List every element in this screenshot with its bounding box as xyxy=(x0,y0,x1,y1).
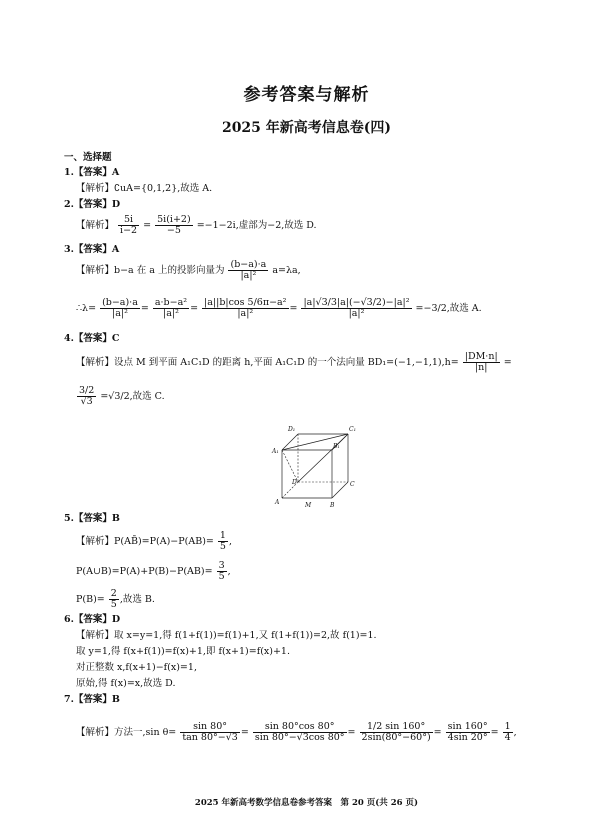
q5-label: 【解析】 xyxy=(76,536,115,547)
q5-answer: 5.【答案】B xyxy=(64,513,120,524)
label-c: C xyxy=(350,481,355,488)
q5-l2-text: P(A∪B)=P(A)+P(B)−P(AB)= xyxy=(76,566,213,577)
q3-explanation-line-2: ∴λ= $\frac{(b-a)\cdot a}{\text{|a|²}}$ = $\frac{\text{a·b−a²}}{\text{|a|²}}$ = $\frac{\text{|a||b|cos 5/6π−a²}}{\text{|a|²}}$ = $\frac{\text{|a|√3/3|a|(−√3/2)−|a|²}}{\text{|a|²}}$ =−3/2,故选 A. xyxy=(76,297,482,319)
q4-text: 设点 M 到平面 A₁C₁D 的距离 h,平面 A₁C₁D 的一个法向量 BD₁=(−1,−1,1),h= xyxy=(114,357,459,368)
q3-fraction-proj: $\frac{(b-a)\cdot a}{\text{|a|²}}$ xyxy=(230,259,267,281)
q6-line-3: 对正整数 x,f(x+1)−f(x)=1, xyxy=(76,662,197,673)
q2-tail: =−1−2i,虚部为−2,故选 D. xyxy=(196,220,317,231)
q6-line-4: 原始,得 f(x)=x,故选 D. xyxy=(76,678,176,689)
q5-line-1: 【解析】P(AB̄)=P(A)−P(AB)= $\frac{1}{5}$ , xyxy=(76,530,232,552)
q6-line-2: 取 y=1,得 f(x+f(1))=f(x)+1,即 f(x+1)=f(x)+1. xyxy=(76,646,291,657)
q7-label: 【解析】 xyxy=(76,727,115,738)
diag-c1d xyxy=(298,434,348,482)
page-subtitle: 2025 年新高考信息卷(四) xyxy=(221,120,392,136)
cube-figure xyxy=(262,418,362,510)
q3-lead: ∴λ= xyxy=(76,303,97,314)
label-d1: D₁ xyxy=(288,426,296,433)
q5-l1-text: P(AB̄)=P(A)−P(AB)= xyxy=(114,536,214,547)
label-c1: C₁ xyxy=(349,426,356,433)
q7-fraction-1: $\frac{\sin 80^\circ}{\tan 80^\circ-√3}$ xyxy=(182,721,238,743)
label-b: B xyxy=(330,502,335,509)
q3-result: =−3/2,故选 A. xyxy=(415,303,482,314)
q5-fraction-1: $\frac{1}{5}$ xyxy=(219,530,226,552)
q5-line-2: P(A∪B)=P(A)+P(B)−P(AB)= $\frac{3}{5}$ , xyxy=(76,560,231,582)
q1-explanation: 【解析】∁uA={0,1,2},故选 A. xyxy=(76,183,213,194)
q4-explanation-line-1 xyxy=(76,352,512,373)
q3-explanation-line-1 xyxy=(76,260,301,281)
q5-fraction-2: $\frac{3}{5}$ xyxy=(218,560,225,582)
q2-equals: = xyxy=(143,220,152,231)
label-d: D xyxy=(292,479,297,486)
q7-fraction-2: $\frac{\sin 80^\circ\cos 80^\circ}{\sin 80^\circ-√3\cos 80^\circ}$ xyxy=(254,721,345,743)
page-title: 参考答案与解析 xyxy=(243,85,370,105)
q3-label: 【解析】 xyxy=(76,265,115,276)
label-a: A xyxy=(275,499,280,506)
page-footer: 2025 年新高考数学信息卷参考答案 第 20 页(共 26 页) xyxy=(194,798,419,808)
q3-text-2: a=λa, xyxy=(272,265,301,276)
label-a1: A₁ xyxy=(272,448,279,455)
q1-answer: 1.【答案】A xyxy=(64,167,120,178)
section-heading: 一、选择题 xyxy=(64,152,112,163)
q3-answer: 3.【答案】A xyxy=(64,244,120,255)
q2-answer: 2.【答案】D xyxy=(64,199,121,210)
q3-fraction-g2: $\frac{\text{a·b−a²}}{\text{|a|²}}$ xyxy=(154,297,188,319)
q6-line-1: 【解析】取 x=y=1,得 f(1+f(1))=f(1)+1,又 f(1+f(1))=2,故 f(1)=1. xyxy=(76,630,377,641)
q4-label: 【解析】 xyxy=(76,357,115,368)
edge-a1d1 xyxy=(282,434,298,450)
q4-fraction-h: $\frac{|DM\cdot n|}{|n|}$ xyxy=(464,351,498,373)
q4-equals: = xyxy=(503,357,512,368)
q2-fraction-1: $\frac{5i}{i-2}$ xyxy=(120,214,138,236)
q3-fraction-g4: $\frac{\text{|a|√3/3|a|(−√3/2)−|a|²}}{\text{|a|²}}$ xyxy=(303,297,410,319)
q4-answer: 4.【答案】C xyxy=(64,333,120,344)
q7-line-1: 【解析】方法一,sin θ= $\frac{\sin 80^\circ}{\tan 80^\circ-√3}$ = $\frac{\sin 80^\circ\cos 80^\circ}{\sin 80^\circ-√3\cos 80^\circ}$ = $\frac{1/2 \sin 160^\circ}{2\sin(80^\circ-60^\circ)}$ = $\frac{\sin 160^\circ}{4\sin 20^\circ}$ = $\frac{1}{4}$ , xyxy=(76,721,517,743)
q5-line-3: P(B)= $\frac{2}{5}$ ,故选 B. xyxy=(76,588,155,610)
edge-bc xyxy=(332,482,348,498)
q7-fraction-5: $\frac{1}{4}$ xyxy=(504,721,511,743)
q2-fraction-2: $\frac{5i(i+2)}{-5}$ xyxy=(157,214,191,236)
q4-explanation-line-2 xyxy=(76,386,165,407)
q5-fraction-3: $\frac{2}{5}$ xyxy=(110,588,117,610)
q7-fraction-4: $\frac{\sin 160^\circ}{4\sin 20^\circ}$ xyxy=(447,721,488,743)
q6-answer: 6.【答案】D xyxy=(64,614,121,625)
q5-l3-text: P(B)= xyxy=(76,594,105,605)
q2-explanation xyxy=(76,215,317,236)
label-b1: B₁ xyxy=(333,443,340,450)
q3-fraction-g1: $\frac{(b-a)\cdot a}{\text{|a|²}}$ xyxy=(102,297,138,319)
q7-answer: 7.【答案】B xyxy=(64,694,120,705)
q7-text: 方法一,sin θ= xyxy=(114,727,177,738)
hidden-diag-a1d xyxy=(282,450,298,482)
q7-fraction-3: $\frac{1/2 \sin 160^\circ}{2\sin(80^\circ-60^\circ)}$ xyxy=(361,721,431,743)
q3-text-1: b−a 在 a 上的投影向量为 xyxy=(114,265,225,276)
q4-fraction-value: $\frac{3/2}{√3}$ xyxy=(79,385,95,407)
q3-fraction-g3: $\frac{\text{|a||b|cos 5/6π−a²}}{\text{|a|²}}$ xyxy=(204,297,287,319)
q4-tail: =√3/2,故选 C. xyxy=(100,391,165,402)
label-m: M xyxy=(305,502,312,509)
q2-label: 【解析】 xyxy=(76,220,115,231)
